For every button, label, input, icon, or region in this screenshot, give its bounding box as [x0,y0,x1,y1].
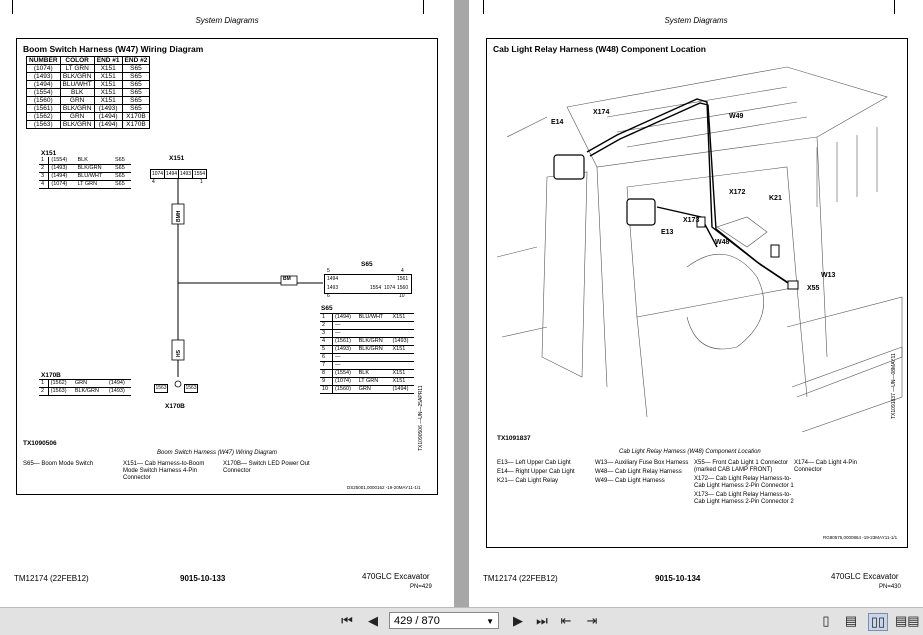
table-cell: S65 [122,97,150,105]
table-row [320,314,414,322]
header-rule [12,0,424,14]
table-cell: — [333,330,357,338]
back-view-icon[interactable]: ⇤ [560,613,572,628]
legend-col2 [595,460,690,487]
table-cell: S65 [113,173,131,181]
legend-item: E14— Right Upper Cab Light [497,469,575,475]
table-cell: — [333,362,357,370]
table-cell: (1494) [391,386,415,394]
table-row [320,346,414,354]
table-row [320,330,414,338]
legend-col1 [497,460,592,487]
table-cell: — [333,322,357,330]
bottom-ref: DS25001,0000162 -19-20MAY11-1/1 [347,485,421,490]
table-cell: 4 [39,181,49,189]
table-cell: BLK/GRN [357,338,391,346]
table-row [320,354,414,362]
x170b-conn-label: X170B [165,403,185,410]
table-cell [357,362,391,370]
table-row [39,388,131,396]
figure-caption: Boom Switch Harness (W47) Wiring Diagram [157,450,277,456]
page-header: System Diagrams [195,16,259,25]
table-cell: LT GRN [357,378,391,386]
table-cell: — [333,354,357,362]
table-cell [391,322,415,330]
table-cell: GRN [357,386,391,394]
bmh-label: BMH [176,210,182,222]
table-cell: (1562) [27,113,61,121]
legend-item: X174— Cab Light 4-Pin Connector [794,460,858,473]
table-cell: BLU/WHT [357,314,391,322]
first-page-icon[interactable]: ⏮ [341,613,353,628]
table-cell: X151 [94,89,122,97]
table-cell: X151 [94,97,122,105]
footer-manual: TM12174 (22FEB12) [483,574,558,583]
wire-table-header: NUMBER [27,57,61,65]
viewer-toolbar [0,607,923,635]
table-cell [391,354,415,362]
legend-x170b: X170B— Switch LED Power Out Connector [223,461,310,474]
side-ref: TX1090506 —UN—25APR11 [418,385,424,451]
callout-x55: X55 [807,285,820,292]
legend-item: X172— Cab Light Relay Harness-to-Cab Light Harness 2-Pin Connector 1 [694,476,794,489]
cab-illustration [487,57,907,432]
next-page-icon[interactable]: ▶ [513,613,523,628]
table-cell: (1561) [27,105,61,113]
table-cell: 2 [320,322,333,330]
table-cell: S65 [122,65,150,73]
table-cell: 8 [320,370,333,378]
table-cell: (1494) [94,113,122,121]
table-cell: (1493) [391,338,415,346]
figure-caption: Cab Light Relay Harness (W48) Component Location [619,449,761,455]
callout-w13: W13 [821,272,836,279]
single-page-icon[interactable]: ▯ [822,613,830,628]
x170b-label: X170B [41,372,61,379]
table-cell: BLU/WHT [60,81,94,89]
prev-page-icon[interactable]: ◀ [368,613,378,628]
legend-x151: X151— Cab Harness-to-Boom Mode Switch Harness 4-Pin Connector [123,461,205,481]
table-cell: GRN [60,113,94,121]
table-cell [391,330,415,338]
table-cell: GRN [73,380,107,388]
table-cell: S65 [113,181,131,189]
footer-model: 470GLC Excavator [362,572,430,581]
table-cell: BLK [60,89,94,97]
table-cell: (1562) [48,380,73,388]
figure-id: TX1090506 [23,440,57,447]
footer-manual: TM12174 (22FEB12) [14,574,89,583]
table-cell: (1494) [27,81,61,89]
table-cell: S65 [122,81,150,89]
table-cell: (1560) [333,386,357,394]
footer-model: 470GLC Excavator [831,572,899,581]
callout-k21: K21 [769,195,782,202]
table-cell: 3 [320,330,333,338]
table-cell: X151 [391,378,415,386]
page-number-input[interactable]: 429 / 870 ▼ [389,612,499,629]
diagram-title: Boom Switch Harness (W47) Wiring Diagram [23,44,204,54]
table-cell: BLK/GRN [73,388,107,396]
callout-w48: W48 [715,239,730,246]
table-cell: (1563) [27,121,61,129]
table-cell: X151 [94,73,122,81]
diagram-title: Cab Light Relay Harness (W48) Component Location [493,44,706,54]
table-row [320,362,414,370]
legend-col3 [694,460,794,508]
table-cell: S65 [113,157,131,165]
two-page-icon[interactable]: ▯▯ [868,613,888,631]
table-cell: (1074) [27,65,61,73]
connector-pin: 1074 [151,171,164,177]
callout-x174: X174 [593,109,610,116]
footer-page-code: 9015-10-134 [655,574,701,583]
table-cell: S65 [113,165,131,173]
table-cell: 4 [320,338,333,346]
table-cell: X151 [94,65,122,73]
connector-pin: 1554 [193,171,206,177]
table-cell: (1561) [333,338,357,346]
table-cell: BLU/WHT [75,173,113,181]
table-cell: X170B [122,121,150,129]
connector-pin: 1493 [179,171,192,177]
wire-table-header: END #1 [94,57,122,65]
legend-item: W49— Cab Light Harness [595,478,665,484]
wire-table-header: END #2 [122,57,150,65]
table-cell: 5 [320,346,333,354]
table-cell: 10 [320,386,333,394]
table-cell: 9 [320,378,333,386]
table-cell: 1 [39,157,49,165]
wiring-lines [17,39,437,494]
table-cell: (1494) [49,173,76,181]
table-cell [357,354,391,362]
footer-page-code: 9015-10-133 [180,574,226,583]
legend-item: E13— Left Upper Cab Light [497,460,571,466]
table-cell: S65 [122,89,150,97]
table-row [39,380,131,388]
table-cell: (1493) [107,388,131,396]
table-cell: GRN [60,97,94,105]
table-row [320,370,414,378]
forward-view-icon[interactable]: ⇥ [586,613,598,628]
table-cell: BLK/GRN [357,346,391,354]
callout-w49: W49 [729,113,744,120]
table-cell: (1494) [94,121,122,129]
callout-x172: X172 [729,189,746,196]
table-cell: X151 [94,81,122,89]
table-cell: 7 [320,362,333,370]
legend-item: K21— Cab Light Relay [497,478,559,484]
table-cell: (1074) [49,181,76,189]
table-cell [357,330,391,338]
legend-s65: S65— Boom Mode Switch [23,461,94,467]
table-cell: 2 [39,165,49,173]
table-cell: BLK [75,157,113,165]
table-cell: (1493) [333,346,357,354]
diagram-frame: Boom Switch Harness (W47) Wiring Diagram NUMBER COLOR END #1 END #2 (1074) LT GRN X151 S65 (1493) BLK/GRN X151 S65 (1494) BLU/WHT X151 S65 (1554) BLK X151 S65 (1560) GRN X151 S65 (1561) BLK/GRN (1493) S65 (1562) GRN (1494) X170B (1563) BLK/GRN (1494) X170B X151 1 (1554) BLK S65 2 (1493) BLK/GRN S65 3 (1494) BLU/WHT S65 4 (1074) LT GRN S65 X151 1074 1494 1493 1554 4 1 BMH BM HS S65 5 4 1494 1561 1493 1554 1074 1560 6 10 S65 1 (1494) BLU/WHT X151 2 — 3 — 4 (1561) BLK/GRN (1493) 5 (1493) BLK/GRN X151 6 — 7 — 8 (1554) BLK X151 9 (1074) LT GRN X151 10 (1560) GRN (1494) X170B 1 (1562) GRN (1494) 2 (1563) BLK/GRN (1493) 1563 1563 X170B TX1090506 —UN—25APR11 TX1090506 Boom Switch Harness (W47) Wiring Diagram S65— Boom Mode Switch X151— Cab Harness-to-Boom Mode Switch Harness 4-Pin Connector X170B— Switch LED Power Out Connector DS25001,0000162 -19-20MAY11-1/1 [16,38,438,495]
connector-pin: 1494 [165,171,178,177]
x151-conn-label: X151 [169,155,185,162]
legend-item: X173— Cab Light Relay Harness-to-Cab Light Harness 2-Pin Connector 2 [694,492,794,505]
table-cell: (1493) [27,73,61,81]
legend-item: W48— Cab Light Relay Harness [595,469,682,475]
table-cell: (1493) [94,105,122,113]
table-cell: 1 [39,380,48,388]
footer-pn: PN=430 [879,584,901,590]
table-cell: LT GRN [75,181,113,189]
table-cell: BLK [357,370,391,378]
side-ref: TX1091837 —UN—08MAY11 [891,353,897,419]
header-rule [483,0,895,14]
table-cell: X151 [391,346,415,354]
table-cell: S65 [122,73,150,81]
footer-pn: PN=429 [410,584,432,590]
table-cell: 6 [320,354,333,362]
table-cell: (1554) [27,89,61,97]
wire-table-header: COLOR [60,57,94,65]
table-cell: S65 [122,105,150,113]
page-dropdown-icon[interactable]: ▼ [486,617,494,626]
table-row [320,338,414,346]
bottom-ref: RG80575,0000864 -19-23MAY11-1/1 [823,535,898,540]
table-cell [391,362,415,370]
table-cell: (1554) [49,157,76,165]
table-cell: BLK/GRN [75,165,113,173]
s65-table [320,313,414,394]
callout-e13: E13 [661,229,674,236]
table-cell: X151 [391,314,415,322]
left-page [0,0,454,607]
table-row [320,378,414,386]
table-cell: (1493) [49,165,76,173]
table-cell: LT GRN [60,65,94,73]
table-cell: X170B [122,113,150,121]
s65-label: S65 [321,305,333,312]
table-row [320,322,414,330]
table-row [320,386,414,394]
table-cell: X151 [391,370,415,378]
table-cell: (1560) [27,97,61,105]
page-divider [454,0,469,607]
x151-label: X151 [41,150,57,157]
legend-item: X55— Front Cab Light 1 Connector (marked CAB LAMP FRONT) [694,460,789,473]
table-cell: (1494) [107,380,131,388]
s65-conn-label: S65 [361,261,373,268]
hs-label: HS [176,350,182,357]
legend-item: W13— Auxiliary Fuse Box Harness [595,460,689,466]
table-cell: 1 [320,314,333,322]
table-cell: BLK/GRN [60,121,94,129]
right-page [469,0,923,607]
figure-id: TX1091837 [497,435,531,442]
table-cell: (1563) [48,388,73,396]
table-cell: BLK/GRN [60,105,94,113]
x170b-table [39,379,131,396]
bm-label: BM [283,276,291,282]
two-page-continuous-icon[interactable]: ▤▤ [895,613,920,628]
table-cell: (1074) [333,378,357,386]
callout-x173: X173 [683,217,700,224]
s65-connector: 1494 1561 1493 1554 1074 1560 [324,274,412,294]
table-cell: BLK/GRN [60,73,94,81]
page-header: System Diagrams [664,16,728,25]
continuous-page-icon[interactable]: ▤ [844,613,858,628]
table-cell: 3 [39,173,49,181]
table-cell: (1554) [333,370,357,378]
legend-col4 [794,460,884,476]
table-cell: (1494) [333,314,357,322]
callout-e14: E14 [551,119,564,126]
table-cell [357,322,391,330]
last-page-icon[interactable]: ⏭ [536,613,548,628]
table-cell: 2 [39,388,48,396]
diagram-frame [486,38,908,548]
